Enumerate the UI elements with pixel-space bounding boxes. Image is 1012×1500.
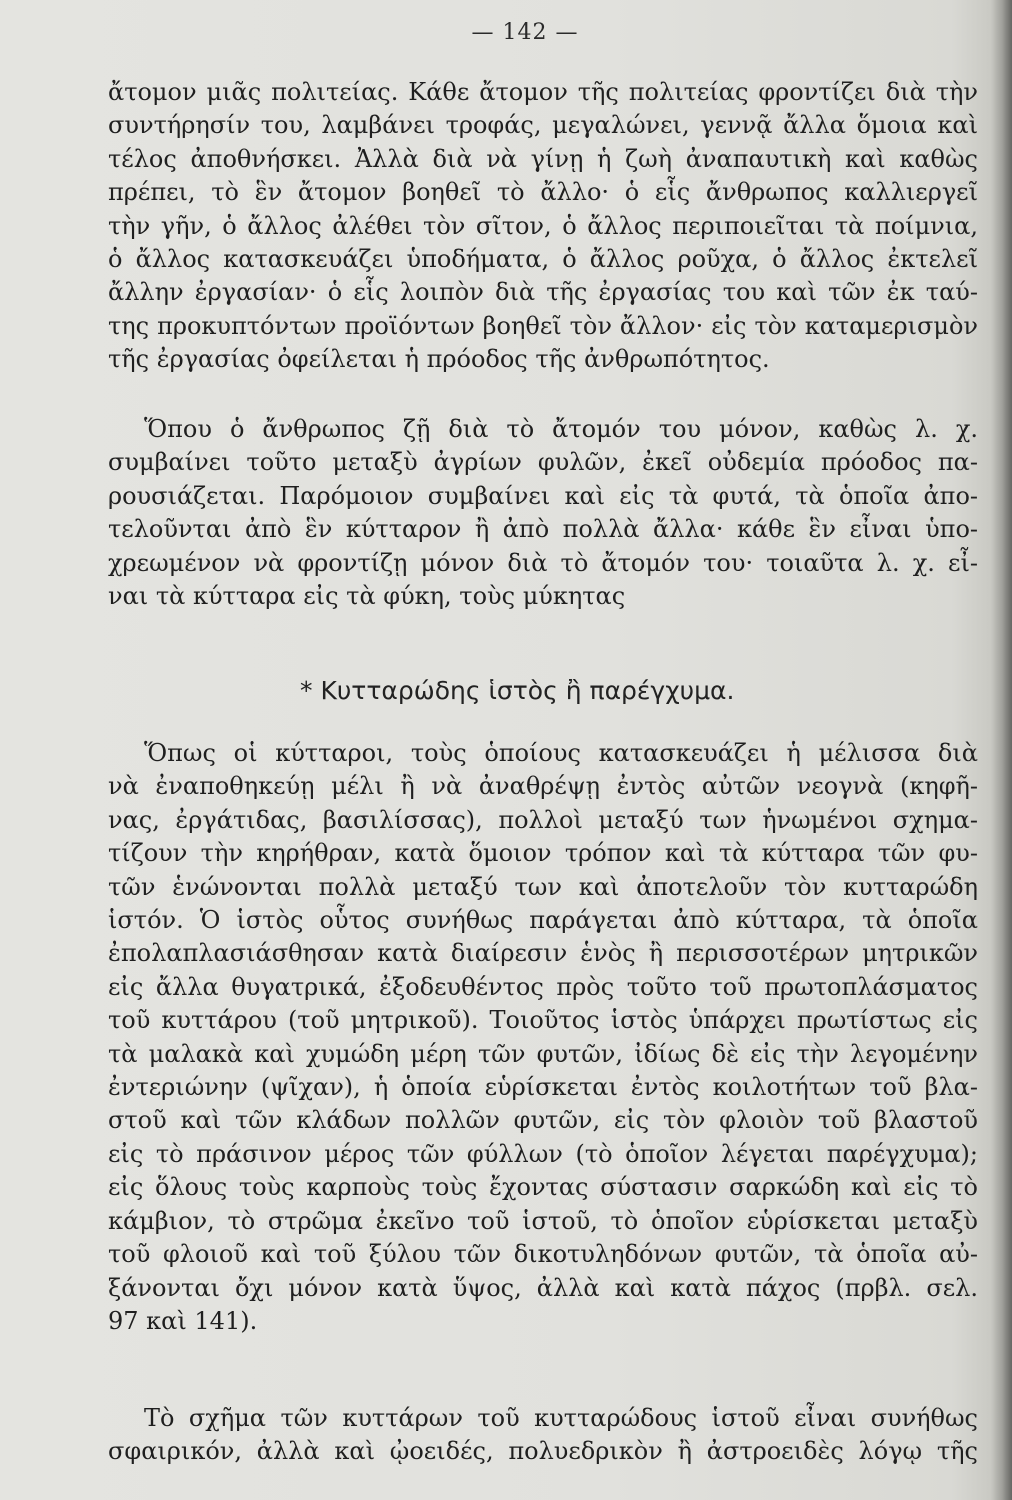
text-line: ἱστόν. Ὁ ἱστὸς οὗτος συνήθως παράγεται ἀπὸ κύτταρα, τὰ ὁποῖα xyxy=(108,906,978,935)
text-line: ρουσιάζεται. Παρόμοιον συμβαίνει καὶ εἰς τὰ φυτά, τὰ ὁποῖα ἀπο- xyxy=(108,481,978,510)
binding-shadow xyxy=(990,0,1012,1500)
text-line: νὰ ἐναποθηκεύῃ μέλι ἢ νὰ ἀναθρέψῃ ἐντὸς αὐτῶν νεογνὰ (κηφῆ- xyxy=(108,772,978,801)
text-line: ἐπολαπλασιάσθησαν κατὰ διαίρεσιν ἑνὸς ἢ περισσοτέρων μητρικῶν xyxy=(108,939,978,968)
text-line: πρέπει, τὸ ἓν ἄτομον βοηθεῖ τὸ ἄλλο· ὁ εἷς ἄνθρωπος καλλιεργεῖ xyxy=(108,178,978,207)
text-line: τῆς ἐργασίας ὀφείλεται ἡ πρόοδος τῆς ἀνθρωπότητος. xyxy=(108,345,770,374)
text-line: συμβαίνει τοῦτο μεταξὺ ἀγρίων φυλῶν, ἐκεῖ οὐδεμία πρόοδος πα- xyxy=(108,448,978,477)
text-line: τέλος ἀποθνήσκει. Ἀλλὰ διὰ νὰ γίνῃ ἡ ζωὴ ἀναπαυτικὴ καὶ καθὼς xyxy=(108,144,978,173)
text-line: Ὅπως οἱ κύτταροι, τοὺς ὁποίους κατασκευάζει ἡ μέλισσα διὰ xyxy=(144,739,978,767)
text-line: τίζουν τὴν κηρήθραν, κατὰ ὅμοιον τρόπον καὶ τὰ κύτταρα τῶν φυ- xyxy=(108,839,978,868)
text-line: εἰς ὅλους τοὺς καρποὺς τοὺς ἔχοντας σύστασιν σαρκώδη καὶ εἰς τὸ xyxy=(108,1173,978,1202)
page-number: — 142 — xyxy=(471,20,579,45)
text-line: ξάνονται ὄχι μόνον κατὰ ὕψος, ἀλλὰ καὶ κατὰ πάχος (πρβλ. σελ. xyxy=(108,1273,978,1302)
text-line: κάμβιον, τὸ στρῶμα ἐκεῖνο τοῦ ἱστοῦ, τὸ ὁποῖον εὑρίσκεται μεταξὺ xyxy=(108,1206,978,1235)
paragraph-4 xyxy=(108,1402,978,1469)
paragraph-3 xyxy=(108,737,978,1338)
text-line: ἐντεριώνην (ψῖχαν), ἡ ὁποία εὑρίσκεται ἐντὸς κοιλοτήτων τοῦ βλα- xyxy=(108,1073,978,1102)
text-line: τοῦ κυττάρου (τοῦ μητρικοῦ). Τοιοῦτος ἱστὸς ὑπάρχει πρωτίστως εἰς xyxy=(108,1006,978,1035)
text-line: εἰς τὸ πράσινον μέρος τῶν φύλλων (τὸ ὁποῖον λέγεται παρέγχυμα); xyxy=(108,1139,978,1168)
text-line: σφαιρικόν, ἀλλὰ καὶ ᾠοειδές, πολυεδρικὸν ἢ ἀστροειδὲς λόγῳ τῆς xyxy=(108,1437,978,1466)
text-line: χρεωμένον νὰ φροντίζῃ μόνον διὰ τὸ ἄτομόν του· τοιαῦτα λ. χ. εἶ- xyxy=(108,548,978,577)
paragraph-2 xyxy=(108,413,978,613)
text-line: 97 καὶ 141). xyxy=(108,1306,258,1335)
text-line: ἄλλην ἐργασίαν· ὁ εἷς λοιπὸν διὰ τῆς ἐργασίας του καὶ τῶν ἐκ ταύ- xyxy=(108,278,978,307)
paragraph-1 xyxy=(108,76,978,377)
text-line: τὴν γῆν, ὁ ἄλλος ἀλέθει τὸν σῖτον, ὁ ἄλλος περιποιεῖται τὰ ποίμνια, xyxy=(108,211,978,240)
text-line: στοῦ καὶ τῶν κλάδων πολλῶν φυτῶν, εἰς τὸν φλοιὸν τοῦ βλαστοῦ xyxy=(108,1106,978,1135)
text-line: τῶν ἑνώνονται πολλὰ μεταξύ των καὶ ἀποτελοῦν τὸν κυτταρώδη xyxy=(108,872,978,901)
text-line: ἄτομον μιᾶς πολιτείας. Κάθε ἄτομον τῆς πολιτείας φροντίζει διὰ τὴν xyxy=(108,78,978,106)
text-line: ναι τὰ κύτταρα εἰς τὰ φύκη, τοὺς μύκητας xyxy=(108,582,626,611)
text-line: τελοῦνται ἀπὸ ἓν κύτταρον ἢ ἀπὸ πολλὰ ἄλλα· κάθε ἓν εἶναι ὑπο- xyxy=(108,515,978,544)
text-line: Ὅπου ὁ ἄνθρωπος ζῇ διὰ τὸ ἄτομόν του μόνον, καθὼς λ. χ. xyxy=(144,415,978,443)
text-line: τοῦ φλοιοῦ καὶ τοῦ ξύλου τῶν δικοτυληδόνων φυτῶν, τὰ ὁποῖα αὐ- xyxy=(108,1240,978,1269)
text-line: Τὸ σχῆμα τῶν κυττάρων τοῦ κυτταρώδους ἱστοῦ εἶναι συνήθως xyxy=(144,1404,978,1432)
section-heading: * Κυτταρώδης ἱστὸς ἢ παρέγχυμα. xyxy=(300,676,735,705)
text-line: τὰ μαλακὰ καὶ χυμώδη μέρη τῶν φυτῶν, ἰδίως δὲ εἰς τὴν λεγομένην xyxy=(108,1039,978,1068)
text-line: της προκυπτόντων προϊόντων βοηθεῖ τὸν ἄλλον· εἰς τὸν καταμερισμὸν xyxy=(108,311,978,340)
text-line: νας, ἐργάτιδας, βασιλίσσας), πολλοὶ μεταξύ των ἡνωμένοι σχημα- xyxy=(108,805,978,834)
text-line: εἰς ἄλλα θυγατρικά, ἐξοδευθέντος πρὸς τοῦτο τοῦ πρωτοπλάσματος xyxy=(108,972,978,1001)
text-line: συντήρησίν του, λαμβάνει τροφάς, μεγαλώνει, γεννᾷ ἄλλα ὅμοια καὶ xyxy=(108,111,978,140)
text-line: ὁ ἄλλος κατασκευάζει ὑποδήματα, ὁ ἄλλος ροῦχα, ὁ ἄλλος ἐκτελεῖ xyxy=(108,245,978,274)
